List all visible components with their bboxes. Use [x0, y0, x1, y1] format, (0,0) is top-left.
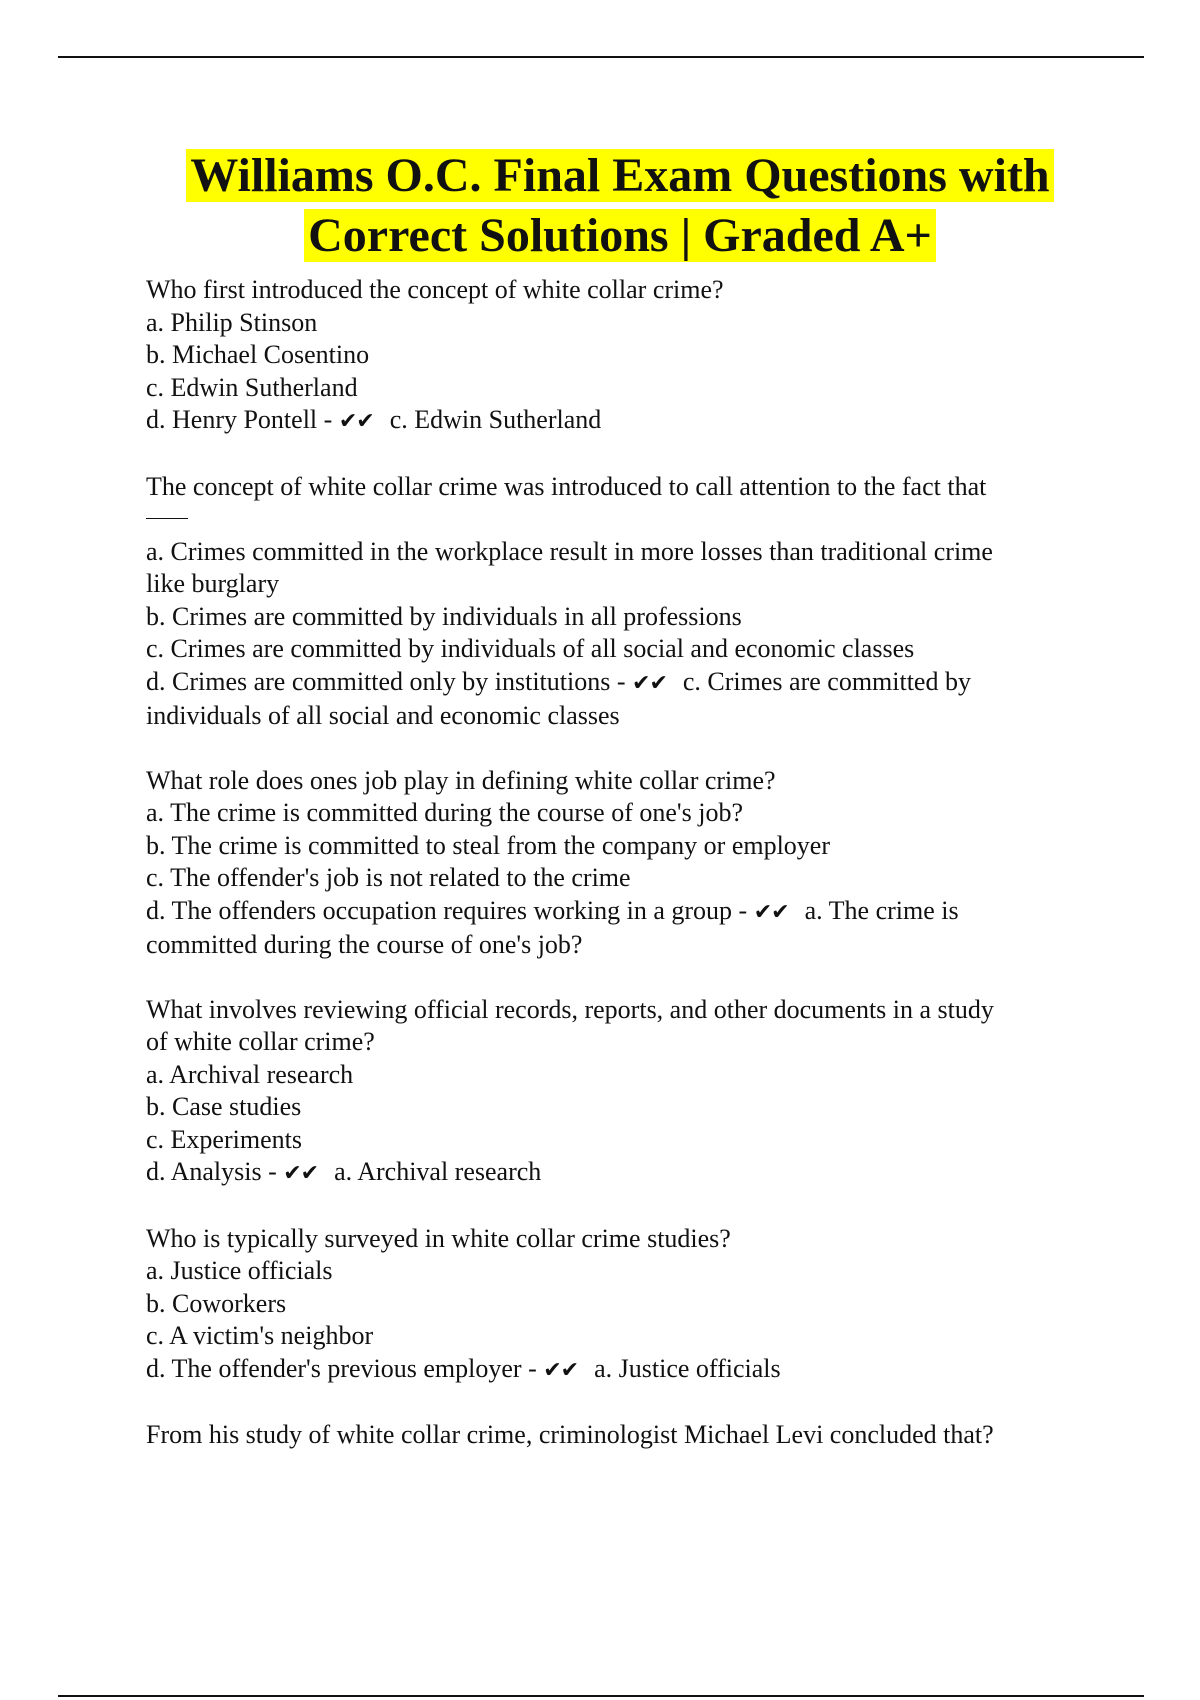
- page-title: [146, 146, 1094, 266]
- option: d. The offenders occupation requires working in a group -: [146, 895, 748, 925]
- question-text: From his study of white collar crime, criminologist Michael Levi concluded that?: [146, 1420, 994, 1449]
- option: b. Case studies: [146, 1092, 302, 1121]
- option: a. The crime is committed during the course of one's job?: [146, 798, 743, 827]
- option: c. A victim's neighbor: [146, 1321, 374, 1350]
- question-text: The concept of white collar crime was introduced to call attention to the fact that: [146, 471, 987, 501]
- option-with-answer: [146, 1353, 1094, 1388]
- answer: c. Crimes are committed by: [682, 666, 971, 696]
- title-line-2: Correct Solutions | Graded A+: [304, 209, 936, 262]
- option: d. Henry Pontell -: [146, 405, 333, 434]
- option-with-answer: [146, 895, 1094, 930]
- option: d. Crimes are committed only by institutions -: [146, 666, 626, 696]
- option: like burglary: [146, 569, 280, 598]
- answer: a. Archival research: [334, 1157, 542, 1186]
- document-body: [146, 146, 1094, 1484]
- question-block: [146, 765, 1094, 962]
- option: b. Crimes are committed by individuals in all professions: [146, 601, 742, 631]
- option: b. Coworkers: [146, 1288, 287, 1318]
- check-icon: ✔✔: [283, 1161, 319, 1186]
- question-text: Who is typically surveyed in white collar crime studies?: [146, 1223, 731, 1253]
- question-text: Who first introduced the concept of white collar crime?: [146, 275, 724, 304]
- check-icon: ✔✔: [632, 670, 667, 696]
- title-line-1: Williams O.C. Final Exam Questions with: [186, 149, 1053, 202]
- answer: a. Justice officials: [594, 1353, 781, 1383]
- check-icon: ✔✔: [338, 409, 374, 434]
- option: c. Crimes are committed by individuals of all social and economic classes: [146, 634, 915, 663]
- question-text-continued: of white collar crime?: [146, 1027, 375, 1056]
- option: d. Analysis -: [146, 1157, 277, 1186]
- blank-underline: [146, 503, 1094, 536]
- question-text: What involves reviewing official records, reports, and other documents in a study: [146, 994, 994, 1024]
- answer-continued: individuals of all social and economic classes: [146, 701, 620, 730]
- option: b. The crime is committed to steal from the company or employer: [146, 830, 830, 860]
- option: c. The offender's job is not related to the crime: [146, 863, 631, 892]
- option: c. Edwin Sutherland: [146, 372, 358, 402]
- option: a. Crimes committed in the workplace result in more losses than traditional crime: [146, 536, 993, 566]
- question-block: [146, 994, 1094, 1191]
- answer: c. Edwin Sutherland: [389, 405, 602, 434]
- bottom-rule: [58, 1695, 1144, 1697]
- option-with-answer: [146, 666, 1094, 701]
- option: b. Michael Cosentino: [146, 340, 370, 369]
- check-icon: ✔✔: [753, 899, 789, 925]
- check-icon: ✔✔: [543, 1357, 579, 1383]
- option: c. Experiments: [146, 1124, 302, 1154]
- top-rule: [58, 56, 1144, 58]
- question-block: [146, 471, 1094, 733]
- option-with-answer: [146, 1156, 1094, 1191]
- answer: a. The crime is: [804, 895, 959, 925]
- option: d. The offender's previous employer -: [146, 1353, 537, 1383]
- option: a. Philip Stinson: [146, 307, 318, 337]
- option: a. Justice officials: [146, 1256, 333, 1285]
- question-block: [146, 1223, 1094, 1388]
- option: a. Archival research: [146, 1059, 354, 1089]
- question-text: What role does ones job play in defining white collar crime?: [146, 765, 776, 795]
- question-block: [146, 274, 1094, 439]
- question-block: [146, 1419, 1094, 1452]
- answer-continued: committed during the course of one's job?: [146, 930, 583, 959]
- option-with-answer: [146, 404, 1094, 439]
